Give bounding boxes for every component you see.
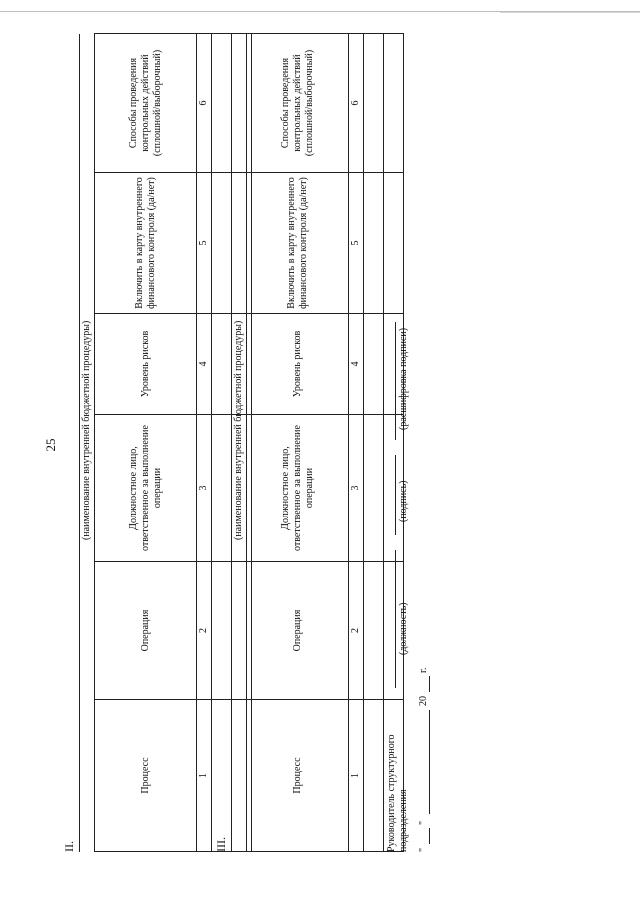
section-ii-number: II. [62,841,76,852]
section-iii-caption: (наименование внутренней бюджетной процедуры) [233,320,244,540]
table-cell [364,700,384,852]
day-line [429,828,430,844]
section-ii-table [94,33,252,852]
table-cell [364,314,384,415]
column-number: 1 [349,700,364,852]
table-row [212,34,232,852]
column-number: 1 [197,700,212,852]
signature-line [395,455,396,535]
header-cell: Операция [95,562,197,700]
table-cell [384,173,404,314]
column-number: 6 [197,34,212,173]
table-cell [212,562,232,700]
column-number: 4 [197,314,212,415]
header-cell: Способы проведения контрольных действий (сплошной/выборочный) [95,34,197,173]
column-number: 6 [349,34,364,173]
position-line [395,550,396,688]
page-number: 25 [43,438,58,452]
table-cell [364,173,384,314]
section-ii-caption: (наименование внутренней бюджетной процедуры) [81,320,92,540]
column-number: 4 [349,314,364,415]
header-cell: Включить в карту внутреннего финансового контроля (да/нет) [95,173,197,314]
date-quote-open: " [418,847,429,852]
year-suffix: г. [418,667,429,673]
header-cell: Уровень рисков [247,314,349,415]
column-number: 5 [349,173,364,314]
column-number: 3 [349,415,364,562]
section-ii-line [79,34,80,852]
column-number: 2 [197,562,212,700]
header-cell: Уровень рисков [95,314,197,415]
column-number: 5 [197,173,212,314]
table-cell [384,34,404,173]
decoding-caption: (расшифровка подписи) [398,327,409,430]
column-number: 3 [197,415,212,562]
header-cell: Операция [247,562,349,700]
rotated-page [0,10,640,880]
table-row [364,34,384,852]
table-cell [212,173,232,314]
header-cell: Должностное лицо, ответственное за выполнение операции [95,415,197,562]
month-line [429,710,430,814]
table-cell [364,34,384,173]
section-iii-number: III. [214,837,228,852]
section-iii-table [246,33,404,852]
table-cell [212,700,232,852]
head-of-unit-label: Руководитель структурного подразделения [386,734,409,852]
date-quote-close: " [418,820,429,825]
position-caption: (должность) [398,602,409,655]
year-line [429,676,430,692]
table-cell [364,415,384,562]
table-number-row [197,34,212,852]
section-iii-line [231,34,232,852]
header-cell: Процесс [247,700,349,852]
header-cell: Способы проведения контрольных действий (сплошной/выборочный) [247,34,349,173]
year-prefix: 20 [418,696,429,706]
table-cell [364,562,384,700]
table-number-row [349,34,364,852]
table-header-row [95,34,197,852]
header-cell: Включить в карту внутреннего финансового контроля (да/нет) [247,173,349,314]
table-cell [212,415,232,562]
decoding-line [395,322,396,440]
table-header-row [247,34,349,852]
header-cell: Должностное лицо, ответственное за выполнение операции [247,415,349,562]
column-number: 2 [349,562,364,700]
signature-caption: (подпись) [398,480,409,522]
header-cell: Процесс [95,700,197,852]
table-cell [212,34,232,173]
table-cell [212,314,232,415]
